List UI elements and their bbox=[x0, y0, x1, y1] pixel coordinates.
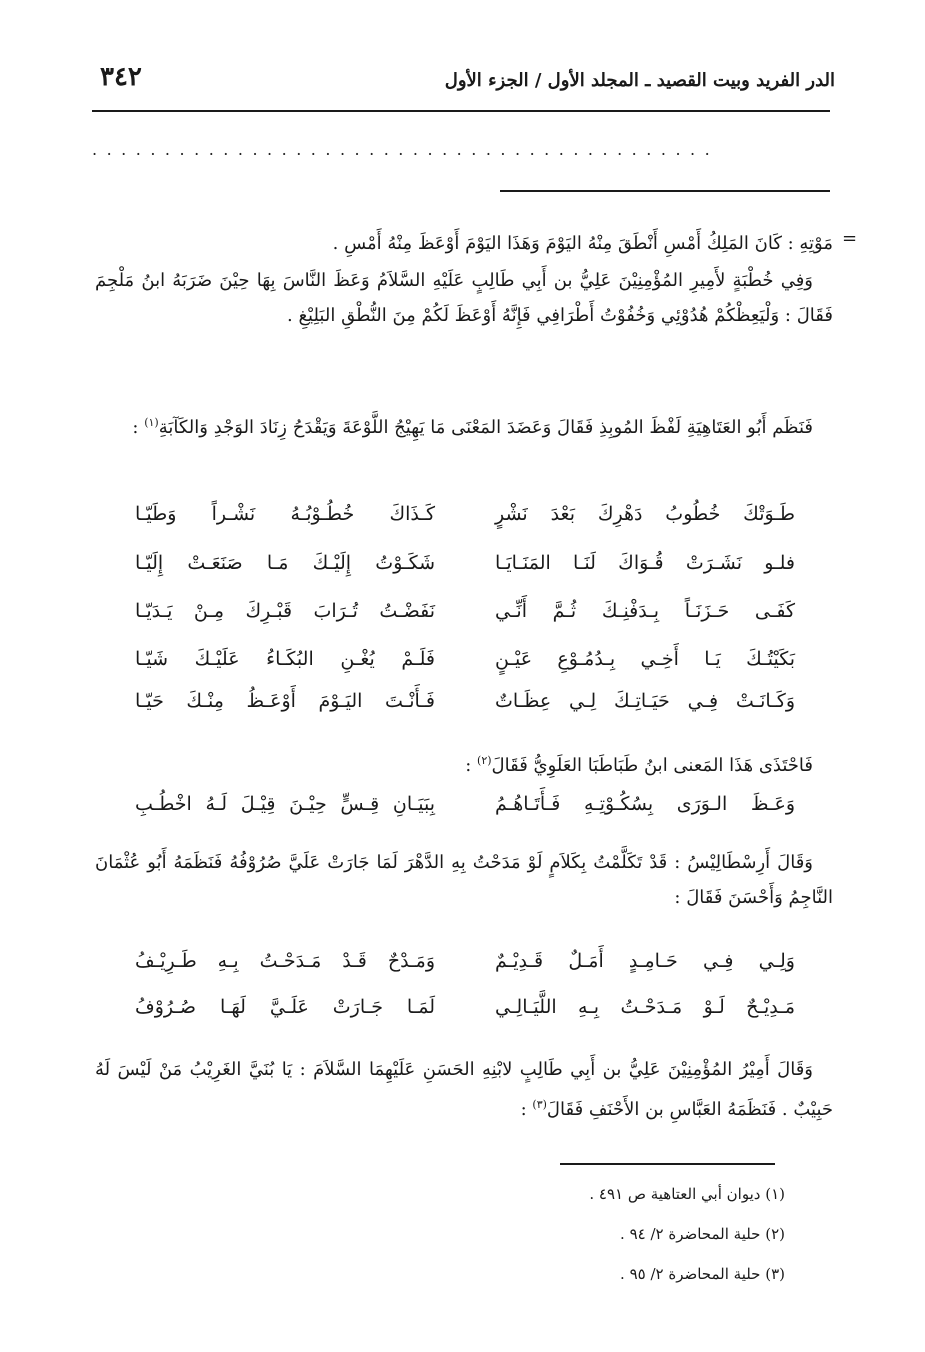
page-number: ٣٤٢ bbox=[100, 62, 142, 92]
hemistich-first: كَفَـى حَـزَنَـاً بِـدَفْنِـكَ ثُـمَّ أَنِّـي bbox=[495, 600, 795, 622]
hemistich-second: لَمَـا جَـارَتْ عَلَـيَّ لَهَـا صُـرُوْفُ bbox=[135, 996, 435, 1018]
hemistich-first: وَلِـي فِـي حَـامِـدٍ أَمَـلٌ قَـدِيْـمٌ bbox=[495, 950, 795, 972]
paragraph-4 bbox=[113, 743, 813, 783]
footnote-rule bbox=[560, 1163, 775, 1165]
footnote-ref-3: (٣) bbox=[532, 1098, 547, 1111]
paragraph-4-end: : bbox=[465, 755, 478, 776]
poem1-verse-3 bbox=[135, 600, 795, 640]
poem3-verse-2 bbox=[135, 996, 795, 1036]
footnote-ref-1: (١) bbox=[144, 416, 159, 429]
paragraph-1: مَوْتِهِ : كَانَ المَلِكُ أَمْسِ أَنْطَقَ مِنْهُ اليَوْمَ وَهَذَا اليَوْمَ أَوْعَظَ مِنْهُ أَمْسِ . bbox=[332, 233, 833, 254]
hemistich-first: وَكَـانَـتْ فِـي حَيَـاتِـكَ لِـي عِظَـاتٌ bbox=[495, 690, 795, 712]
hemistich-second: بِبَيَـانِ قِـسٍّ حِيْـنَ قِيْـلَ لَـهُ اخْطُـبِ bbox=[135, 793, 435, 815]
paragraph-5: وَقَالَ أَرِسْطَالِيْسُ : قَدْ تَكَلَّمْتُ بِكَلاَمٍ لَوْ مَدَحْتُ بِهِ الدَّهْرَ لَمَا جَارَتْ عَلَيَّ صُرُوْفُهُ فَنَظَمَهُ أَبُو عُثْمَانَ النَّاجِمُ وَأَحْسَنَ فَقَالَ : bbox=[95, 852, 833, 908]
poem2-verse-1 bbox=[135, 793, 795, 833]
hemistich-first: طَـوَتْكَ خُطُوبُ دَهْرِكَ بَعْدَ نَشْرٍ bbox=[495, 503, 795, 525]
footnote-2: (٢) حلية المحاضرة ٢/ ٩٤ . bbox=[620, 1225, 785, 1243]
paragraph-2: وَفِي خُطْبَةٍ لأَمِيرِ المُؤْمِنِيْنَ عَلِيُّ بن أَبِي طَالِبٍ عَلَيْهِ السَّلاَمُ وَعَظَ النَّاسَ بِهَا حِيْنَ ضَرَبَهُ ابنُ مَلْجِمَ فَقَالَ : وَلْيَعِظْكُمْ هُدُوْئِي وَخُفُوْتُ أَطْرَافِي فَإِنَّهُ أَوْعَظَ لَكُمْ مِنَ النُّطْقِ البَلِيْغِ . bbox=[95, 270, 833, 326]
dotted-separator: ........................................... bbox=[92, 140, 720, 159]
paragraph-3 bbox=[95, 405, 833, 445]
hemistich-second: فَـأَنْـتَ اليَـوْمَ أَوْعَـظُ مِنْـكَ حَيّـا bbox=[135, 690, 435, 712]
hemistich-second: كَـذَاكَ خُطُـوْبُـهُ نَشْـراً وَطَيّـا bbox=[135, 503, 435, 525]
hemistich-second: وَمَـدْحٌ قَـدْ مَـدَحْـتُ بِـهِ طَـرِيْـفُ bbox=[135, 950, 435, 972]
hemistich-first: بَكَيْتُـكَ يَـا أَخِـي بِـدُمُـوْعِ عَيْـنٍ bbox=[495, 648, 795, 670]
poem1-verse-2 bbox=[135, 552, 795, 592]
continuation-mark: = bbox=[842, 228, 858, 249]
header-rule bbox=[92, 110, 830, 112]
hemistich-second: شَكَـوْتُ إِلَيْـكَ مَـا صَنَعَـتْ إِلَيّـا bbox=[135, 552, 435, 574]
poem3-verse-1 bbox=[135, 950, 795, 990]
running-header-title: الدر الفريد وبيت القصيد ـ المجلد الأول / الجزء الأول bbox=[444, 70, 835, 91]
poem1-verse-1 bbox=[135, 503, 795, 543]
hemistich-second: فَلَـمْ يُغْـنِ البُكَـاءُ عَلَيْـكَ شَيّـا bbox=[135, 648, 435, 670]
poem1-verse-5 bbox=[135, 690, 795, 730]
poem1-verse-4 bbox=[135, 648, 795, 688]
paragraph-6-text: وَقَالَ أَمِيْرُ المُؤْمِنِيْنَ عَلِيُّ بن أَبِي طَالِبٍ لابْنِهِ الحَسَنِ عَلَيْهِمَا السَّلاَمَ : يَا بُنَيَّ الغَرِيْبُ مَنْ لَيْسَ لَهُ حَبِيْبٌ . فَنَظَمَهُ العَبَّاسِ بن الأَحْنَفِ فَقَالَ bbox=[95, 1059, 833, 1120]
paragraph-6 bbox=[95, 1052, 833, 1127]
paragraph-6-end: : bbox=[520, 1099, 533, 1120]
hemistich-first: مَـدِيْـحٌ لَـوْ مَـدَحْـتُ بِـهِ اللَّيَـالِـي bbox=[495, 996, 795, 1018]
hemistich-second: نَفَضْـتُ تُـرَابَ قَبْـرِكَ مِـنْ يَـدَيّـا bbox=[135, 600, 435, 622]
footnote-3: (٣) حلية المحاضرة ٢/ ٩٥ . bbox=[620, 1265, 785, 1283]
section-rule bbox=[500, 190, 830, 192]
footnote-1: (١) ديوان أبي العتاهية ص ٤٩١ . bbox=[589, 1185, 785, 1203]
hemistich-first: فلـو نَشَـرَتْ قُـوَاكَ لَنَـا المَنَـايَـا bbox=[495, 552, 795, 574]
paragraph-4-text: فَاحْتَذَى هَذَا المَعنى ابنُ طَبَاطَبَا العَلَوِيُّ فَقَالَ bbox=[491, 755, 813, 776]
footnote-ref-2: (٢) bbox=[477, 754, 492, 767]
paragraph-3-end: : bbox=[132, 417, 145, 438]
hemistich-first: وَعَـظَ الـوَرَى بِسُكُـوْتِـهِ فَـأَتَـاهُـمُ bbox=[495, 793, 795, 815]
paragraph-3-text: فَنَظَم أَبُو العَتَاهِيَةِ لَفْظَ المُوبِذِ فَقَالَ وَعَضَدَ المَعْنَى مَا يَهِيْجُ اللَّوْعَةَ وَيَقْدَحُ زِنَادَ الوَجْدِ وَالكَآبَةِ bbox=[158, 417, 813, 438]
